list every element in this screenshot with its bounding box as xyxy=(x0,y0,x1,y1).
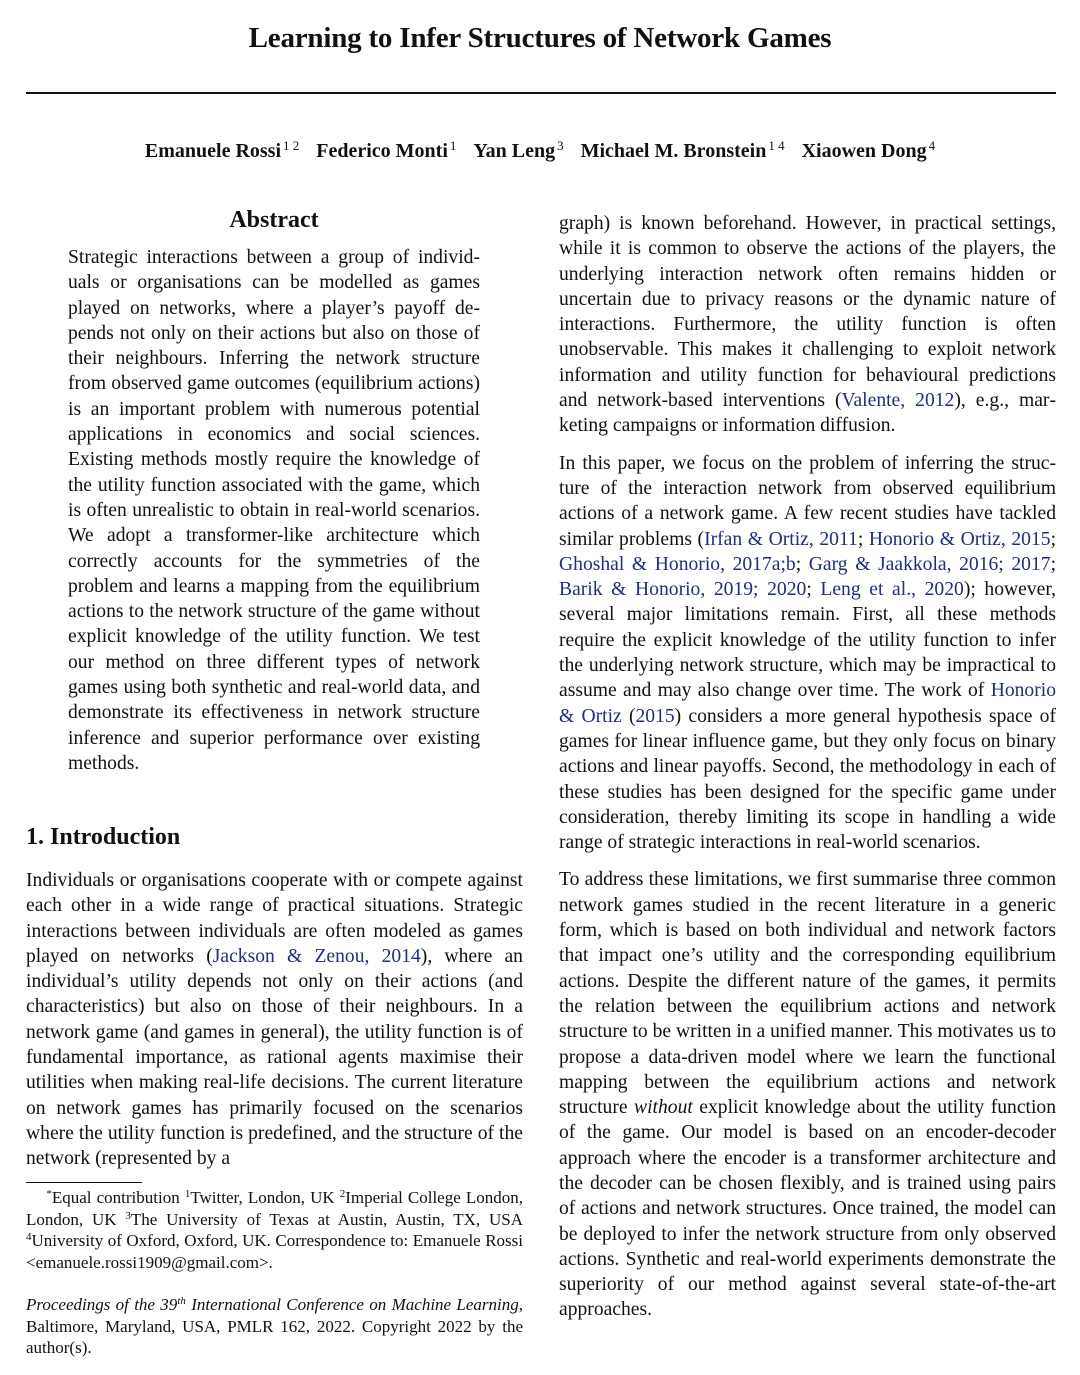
footnote-marker: 1 xyxy=(184,1188,191,1200)
citation-link[interactable]: Honorio & Ortiz, 2015 xyxy=(868,528,1051,550)
proceedings-venue: Proceedings of the 39 xyxy=(26,1295,178,1314)
separator: ; xyxy=(1050,528,1057,550)
ordinal-suffix: th xyxy=(177,1295,186,1307)
paragraph-text: To address these limitations, we first summarise three common network games studied in the recent literature in a generic form, which is based on both individual and network factors that impact one’s utility and the corresponding equilibrium actions. Despite the different nature of the games, it permits the relation between the equilibrium actions and network structure to be written in a unified manner. This motivates us to propose a data-driven model where we learn the functional mapping between the equilibrium actions and network structure xyxy=(559,869,1056,1119)
footnote-marker: 2 xyxy=(339,1188,346,1200)
section-heading-introduction: 1. Introduction xyxy=(26,824,181,850)
paragraph xyxy=(26,868,523,1172)
abstract-text: Strategic interactions between a group of individuals or organisations can be modelled as games played on networks, where a player’s payoff depends not only on their actions but also on those of their neighbours. Inferring the network structure from observed game outcomes (equilibrium actions) is an important problem with numerous potential applications in economics and social sciences. Existing methods mostly require the knowledge of the utility function associated with the game, which is often unrealistic to obtain in real-world scenarios. We adopt a transformer-like architecture which correctly accounts for the symmetries of the problem and learns a mapping from the equilibrium actions to the network structure of the game without explicit knowledge of the utility function. We test our method on three different types of network games using both synthetic and real-world data, and demonstrate its effectiveness in network structure inference and superior performance over existing methods. xyxy=(68,247,480,774)
author xyxy=(802,140,936,162)
citation-link[interactable]: Irfan & Ortiz, 2011 xyxy=(704,528,858,550)
paragraph-text: ), where an individual’s utility depends not only on their actions (and characteristics) but also on those of their neighbours. In a network game (and games in general), the utility function is of fundamental importance, as rational agents maximise their utilities when making real-life decisions. The current literature on network games has primarily focused on the scenarios where the utility function is predefined, and the structure of the network (represented by a xyxy=(26,945,523,1170)
footnote-affiliations xyxy=(26,1187,523,1273)
author-name: Federico Monti xyxy=(316,140,448,162)
separator: ; xyxy=(857,528,869,550)
footnote-text: Equal contribution xyxy=(51,1188,185,1207)
separator: ; xyxy=(1050,553,1057,575)
paragraph xyxy=(559,867,1056,1322)
author xyxy=(316,140,456,162)
emphasis: without xyxy=(634,1097,693,1119)
paragraph xyxy=(559,211,1056,439)
footnote-marker: 3 xyxy=(125,1209,131,1222)
title-rule xyxy=(26,92,1056,94)
introduction-right-column xyxy=(559,211,1056,1323)
separator: ; xyxy=(806,579,821,601)
footnote-rule xyxy=(26,1182,142,1183)
paragraph-text: ); however, several major limitations remain. First, all these methods require the explicit knowledge of the utility function to infer the underlying network structure, which may be impractical to assume and may also change over time. The work of xyxy=(559,579,1056,702)
paragraph-text: Individuals or organisations cooperate with or compete against each other in a wide range of practical situations. Strategic interactions between individuals are often modeled as games played on networks ( xyxy=(26,870,523,967)
abstract-body xyxy=(68,245,480,776)
paragraph-text: In this paper, we focus on the problem of inferring the structure of the interaction network from observed equilibrium actions of a network game. A few recent studies have tackled similar problems ( xyxy=(559,452,1056,550)
proceedings-text: , Baltimore, Maryland, USA, PMLR 162, 2022. Copyright 2022 by the author(s). xyxy=(26,1295,523,1357)
proceedings-venue: International Conference on Machine Learning xyxy=(185,1295,519,1314)
footnote-text: University of Oxford, Oxford, UK. Correspondence to: Emanuele Rossi <emanuele.rossi1909@gmail.com>. xyxy=(26,1231,523,1272)
author xyxy=(145,140,299,162)
citation-link[interactable]: 2015 xyxy=(635,705,675,727)
separator: ; xyxy=(795,553,809,575)
citation-link[interactable]: Valente, 2012 xyxy=(841,390,955,412)
abstract-heading: Abstract xyxy=(229,207,319,233)
citation-link[interactable]: Honorio & Ortiz xyxy=(559,680,1056,727)
footnote-text: Twitter, London, UK xyxy=(190,1188,340,1207)
citation-link[interactable]: Garg & Jaakkola, 2016; 2017 xyxy=(808,553,1051,575)
footnote-marker: * xyxy=(46,1188,52,1200)
author xyxy=(473,140,563,162)
paper-title: Learning to Infer Structures of Network Games xyxy=(248,22,832,54)
paragraph xyxy=(559,451,1056,856)
citation-link[interactable]: Ghoshal & Honorio, 2017a;b xyxy=(559,553,796,575)
paragraph-text: graph) is known beforehand. However, in practical settings, while it is common to observe the actions of the players, the underlying interaction network often remains hidden or uncertain due to privacy reasons or the dynamic nature of interactions. Furthermore, the utility function is often unobservable. This makes it challenging to exploit network information and utility function for behavioural predictions and network-based interventions ( xyxy=(559,213,1056,412)
footnote-text: Imperial College London, London, UK xyxy=(26,1188,523,1229)
author-name: Xiaowen Dong xyxy=(801,140,927,162)
author-affiliation: 3 xyxy=(557,138,564,153)
proceedings-note xyxy=(26,1294,523,1359)
author-affiliation: 1 2 xyxy=(283,138,300,153)
author-affiliation: 1 xyxy=(449,138,457,153)
footnote-text: The University of Texas at Austin, Austin, TX, USA xyxy=(130,1209,523,1229)
citation-link[interactable]: Jackson & Zenou, 2014 xyxy=(212,945,421,967)
paragraph-text: explicit knowledge about the utility function of the game. Our model is based on an encoder-decoder approach where the encoder is a transformer architecture and the decoder can be chosen flexibly, and is trained using pairs of actions and network structures. Once trained, the model can be deployed to infer the network structure from only observed actions. Synthetic and real-world experiments demonstrate the superiority of our method against several state-of-the-art approaches. xyxy=(559,1097,1056,1321)
paragraph-text: ) considers a more general hypothesis space of games for linear influence game, but they only focus on binary actions and linear payoffs. Second, the methodology in each of these studies has been designed for the specific game under consideration, thereby limiting its scope in handling a wide range of strategic interactions in real-world scenarios. xyxy=(559,705,1056,854)
introduction-left-column xyxy=(26,868,523,1172)
citation-link[interactable]: Barik & Honorio, 2019; 2020 xyxy=(559,579,807,601)
paragraph-text: ), e.g., marketing campaigns or information diffusion. xyxy=(559,390,1056,437)
author-name: Emanuele Rossi xyxy=(144,140,282,162)
author-affiliation: 1 4 xyxy=(768,138,785,153)
author xyxy=(581,140,785,162)
footnote-marker: 4 xyxy=(26,1231,32,1243)
author-list xyxy=(0,140,1080,163)
author-name: Michael M. Bronstein xyxy=(580,140,767,162)
citation-link[interactable]: Leng et al., 2020 xyxy=(820,579,964,601)
author-affiliation: 4 xyxy=(928,138,936,153)
paragraph-text: ( xyxy=(621,705,636,727)
author-name: Yan Leng xyxy=(473,140,556,162)
